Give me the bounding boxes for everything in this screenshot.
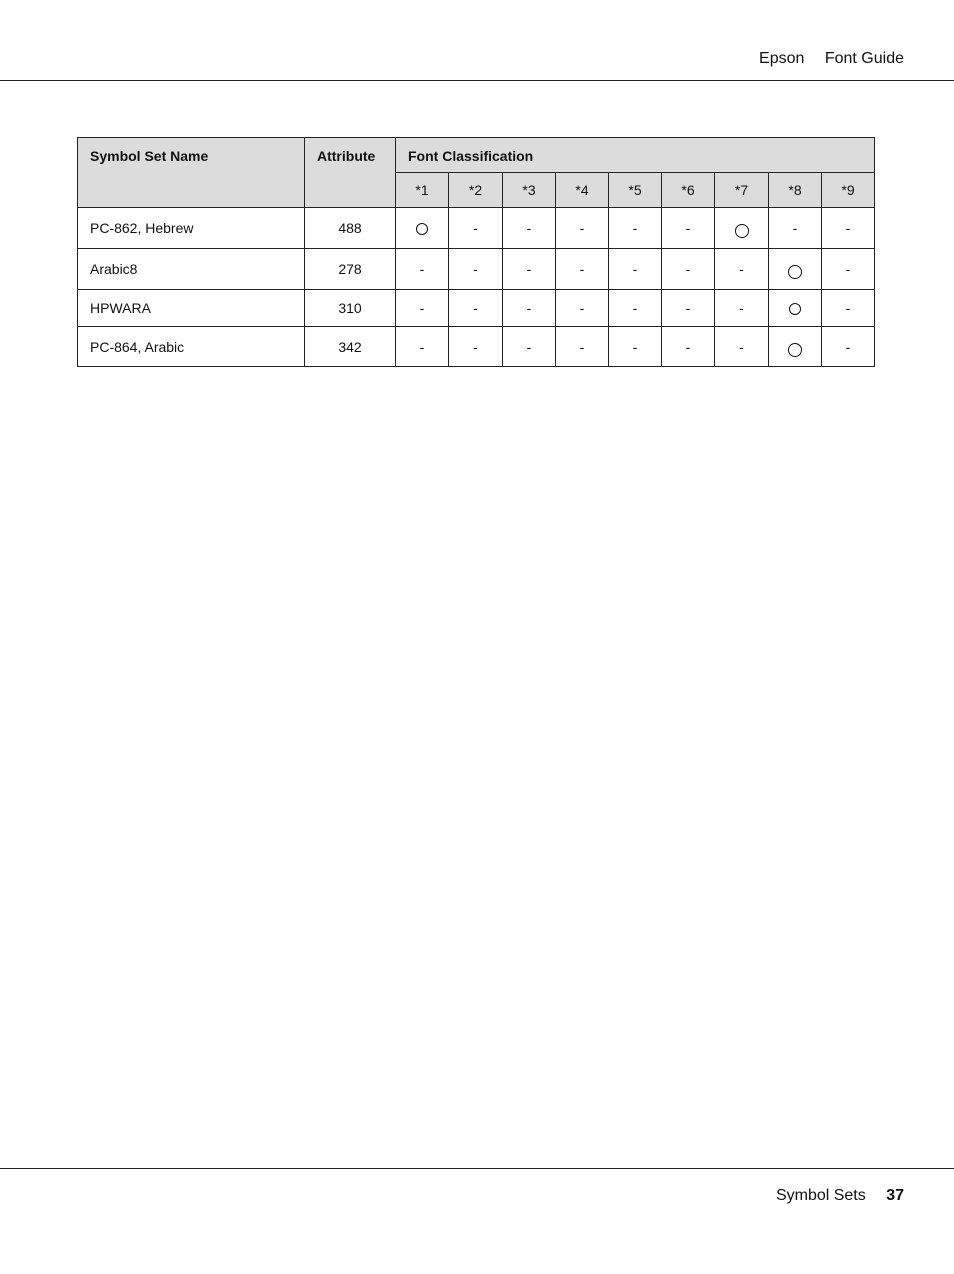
unsupported-mark: - xyxy=(632,220,638,236)
cell-class xyxy=(503,327,556,367)
unsupported-mark: - xyxy=(579,220,585,236)
unsupported-mark: - xyxy=(739,300,744,316)
unsupported-mark: - xyxy=(526,300,532,316)
cell-attribute: 488 xyxy=(305,208,396,249)
cell-name: HPWARA xyxy=(78,290,305,327)
cell-class xyxy=(503,249,556,290)
cell-attribute: 278 xyxy=(305,249,396,290)
cell-class xyxy=(556,249,609,290)
cell-name: Arabic8 xyxy=(78,249,305,290)
cell-class xyxy=(396,290,449,327)
cell-class xyxy=(715,249,769,290)
cell-class xyxy=(396,208,449,249)
cell-attribute: 342 xyxy=(305,327,396,367)
cell-class xyxy=(609,249,662,290)
cell-class xyxy=(662,249,715,290)
unsupported-mark: - xyxy=(632,261,638,277)
table-row xyxy=(78,249,875,290)
table-row xyxy=(78,208,875,249)
header-brand: Epson xyxy=(759,50,805,67)
column-header-sub-6: *6 xyxy=(662,173,715,208)
cell-class xyxy=(556,327,609,367)
unsupported-mark: - xyxy=(685,300,691,316)
cell-class xyxy=(609,290,662,327)
cell-class xyxy=(769,327,822,367)
cell-class xyxy=(449,290,503,327)
cell-class xyxy=(822,327,875,367)
supported-mark xyxy=(416,223,428,235)
cell-class xyxy=(715,327,769,367)
cell-class xyxy=(715,208,769,249)
column-header-sub-7: *7 xyxy=(715,173,769,208)
cell-class xyxy=(503,208,556,249)
header-title: Font Guide xyxy=(824,50,904,67)
unsupported-mark: - xyxy=(632,300,638,316)
cell-class xyxy=(822,249,875,290)
cell-class xyxy=(769,249,822,290)
unsupported-mark: - xyxy=(419,261,425,277)
cell-class xyxy=(556,208,609,249)
cell-class xyxy=(822,208,875,249)
column-header-sub-4: *4 xyxy=(556,173,609,208)
unsupported-mark: - xyxy=(419,300,425,316)
cell-class xyxy=(503,290,556,327)
cell-class xyxy=(556,290,609,327)
column-header-sub-2: *2 xyxy=(449,173,503,208)
unsupported-mark: - xyxy=(685,338,691,355)
supported-mark xyxy=(735,224,749,238)
header-divider xyxy=(0,80,954,81)
page-number: 37 xyxy=(886,1187,904,1204)
cell-class xyxy=(609,208,662,249)
column-header-sub-8: *8 xyxy=(769,173,822,208)
unsupported-mark: - xyxy=(526,338,532,355)
cell-class xyxy=(662,208,715,249)
unsupported-mark: - xyxy=(845,300,851,316)
symbol-set-table xyxy=(77,137,875,367)
unsupported-mark: - xyxy=(685,261,691,277)
cell-class xyxy=(449,208,503,249)
cell-name: PC-862, Hebrew xyxy=(78,208,305,249)
unsupported-mark: - xyxy=(845,220,851,236)
unsupported-mark: - xyxy=(632,338,638,355)
table-row xyxy=(78,290,875,327)
unsupported-mark: - xyxy=(473,338,478,355)
unsupported-mark: - xyxy=(845,338,851,355)
unsupported-mark: - xyxy=(792,220,798,236)
unsupported-mark: - xyxy=(473,300,478,316)
cell-class xyxy=(662,290,715,327)
table-body xyxy=(78,208,875,367)
unsupported-mark: - xyxy=(473,220,478,236)
unsupported-mark: - xyxy=(526,220,532,236)
unsupported-mark: - xyxy=(419,338,425,355)
column-header-sub-3: *3 xyxy=(503,173,556,208)
supported-mark xyxy=(788,265,802,279)
unsupported-mark: - xyxy=(526,261,532,277)
cell-class xyxy=(449,327,503,367)
unsupported-mark: - xyxy=(473,261,478,277)
cell-class xyxy=(662,327,715,367)
unsupported-mark: - xyxy=(845,261,851,277)
supported-mark xyxy=(788,343,802,357)
cell-class xyxy=(449,249,503,290)
unsupported-mark: - xyxy=(739,338,744,355)
column-header-name: Symbol Set Name xyxy=(78,138,305,208)
column-header-attribute: Attribute xyxy=(305,138,396,208)
cell-class xyxy=(396,249,449,290)
cell-class xyxy=(769,290,822,327)
unsupported-mark: - xyxy=(579,300,585,316)
cell-class xyxy=(609,327,662,367)
cell-class xyxy=(396,327,449,367)
cell-name: PC-864, Arabic xyxy=(78,327,305,367)
supported-mark xyxy=(789,303,801,315)
cell-class xyxy=(715,290,769,327)
column-header-classification: Font Classification xyxy=(396,138,875,173)
running-footer xyxy=(776,1187,904,1205)
cell-class xyxy=(822,290,875,327)
unsupported-mark: - xyxy=(685,220,691,236)
column-header-sub-1: *1 xyxy=(396,173,449,208)
unsupported-mark: - xyxy=(579,338,585,355)
table-row xyxy=(78,327,875,367)
running-header xyxy=(759,50,904,68)
cell-class xyxy=(769,208,822,249)
unsupported-mark: - xyxy=(739,261,744,277)
column-header-sub-5: *5 xyxy=(609,173,662,208)
column-header-sub-9: *9 xyxy=(822,173,875,208)
cell-attribute: 310 xyxy=(305,290,396,327)
footer-divider xyxy=(0,1168,954,1169)
unsupported-mark: - xyxy=(579,261,585,277)
footer-section: Symbol Sets xyxy=(775,1187,866,1204)
